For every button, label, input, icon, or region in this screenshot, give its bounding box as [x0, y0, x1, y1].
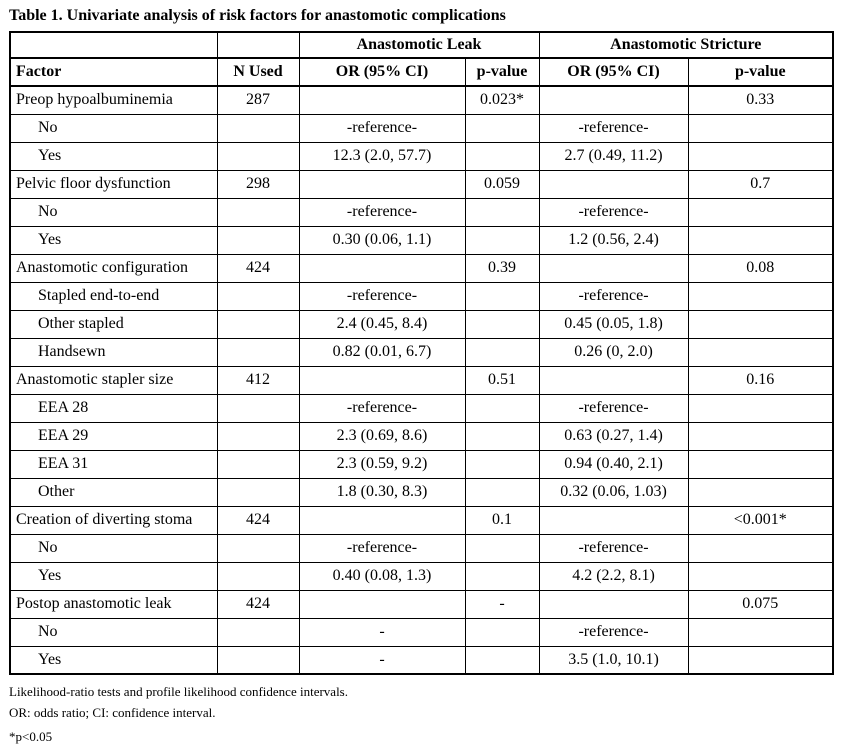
factor-cell: EEA 28 [10, 394, 217, 422]
leak-or-cell: 2.4 (0.45, 8.4) [299, 310, 465, 338]
table-row-sublevel [10, 422, 833, 450]
n-used-cell [217, 534, 299, 562]
stricture-p-value-cell: 0.075 [688, 590, 833, 618]
n-used-cell: 298 [217, 170, 299, 198]
footnotes [9, 681, 833, 747]
leak-or-cell: 2.3 (0.69, 8.6) [299, 422, 465, 450]
leak-or-cell: -reference- [299, 114, 465, 142]
n-used-cell [217, 198, 299, 226]
factor-cell: Postop anastomotic leak [10, 590, 217, 618]
n-used-cell [217, 282, 299, 310]
stricture-p-value-cell [688, 618, 833, 646]
stricture-or-cell: 0.63 (0.27, 1.4) [539, 422, 688, 450]
leak-p-value-cell: - [465, 590, 539, 618]
stricture-p-value-cell [688, 450, 833, 478]
leak-or-cell [299, 506, 465, 534]
table-row-sublevel [10, 394, 833, 422]
leak-p-value-cell [465, 226, 539, 254]
leak-p-value-cell [465, 562, 539, 590]
empty-header-cell-n-used [217, 32, 299, 58]
n-used-cell [217, 478, 299, 506]
stricture-p-value-cell [688, 114, 833, 142]
stricture-or-cell [539, 506, 688, 534]
stricture-p-value-cell [688, 394, 833, 422]
table-row-sublevel [10, 450, 833, 478]
table-row-factor [10, 254, 833, 282]
stricture-or-cell: 1.2 (0.56, 2.4) [539, 226, 688, 254]
factor-cell: Pelvic floor dysfunction [10, 170, 217, 198]
stricture-or-cell [539, 590, 688, 618]
leak-or-cell [299, 86, 465, 114]
leak-or-cell: -reference- [299, 534, 465, 562]
table-row-sublevel [10, 478, 833, 506]
factor-cell: Yes [10, 226, 217, 254]
leak-p-value-cell: 0.39 [465, 254, 539, 282]
leak-p-value-cell [465, 618, 539, 646]
table-row-sublevel [10, 282, 833, 310]
n-used-cell [217, 394, 299, 422]
n-used-cell [217, 310, 299, 338]
leak-p-value-cell: 0.51 [465, 366, 539, 394]
leak-p-value-cell [465, 422, 539, 450]
factor-cell: Yes [10, 646, 217, 674]
factor-cell: Other [10, 478, 217, 506]
factor-cell: Creation of diverting stoma [10, 506, 217, 534]
table-row-sublevel [10, 310, 833, 338]
leak-or-cell: 0.82 (0.01, 6.7) [299, 338, 465, 366]
n-used-cell [217, 450, 299, 478]
stricture-or-cell: -reference- [539, 534, 688, 562]
stricture-or-cell: -reference- [539, 282, 688, 310]
table-row-sublevel [10, 226, 833, 254]
leak-or-cell: 0.40 (0.08, 1.3) [299, 562, 465, 590]
table-row-sublevel [10, 562, 833, 590]
stricture-p-value-cell [688, 562, 833, 590]
factor-cell: Yes [10, 142, 217, 170]
stricture-or-cell [539, 170, 688, 198]
stricture-p-value-cell: 0.16 [688, 366, 833, 394]
empty-header-cell-factor [10, 32, 217, 58]
leak-p-value-cell [465, 478, 539, 506]
table-row-sublevel [10, 198, 833, 226]
column-header-n-used: N Used [217, 58, 299, 86]
column-header-leak-p-value: p-value [465, 58, 539, 86]
leak-or-cell: 12.3 (2.0, 57.7) [299, 142, 465, 170]
leak-p-value-cell [465, 394, 539, 422]
stricture-or-cell: 2.7 (0.49, 11.2) [539, 142, 688, 170]
stricture-p-value-cell [688, 282, 833, 310]
stricture-or-cell: -reference- [539, 198, 688, 226]
n-used-cell: 424 [217, 590, 299, 618]
n-used-cell [217, 422, 299, 450]
table-header [10, 32, 833, 86]
stricture-p-value-cell [688, 142, 833, 170]
factor-cell: EEA 29 [10, 422, 217, 450]
factor-cell: Other stapled [10, 310, 217, 338]
leak-or-cell: -reference- [299, 282, 465, 310]
stricture-p-value-cell [688, 478, 833, 506]
n-used-cell [217, 226, 299, 254]
stricture-or-cell [539, 86, 688, 114]
stricture-p-value-cell [688, 310, 833, 338]
n-used-cell: 424 [217, 506, 299, 534]
stricture-or-cell: 0.26 (0, 2.0) [539, 338, 688, 366]
table-row-sublevel [10, 338, 833, 366]
table-row-factor [10, 590, 833, 618]
table-row-sublevel [10, 142, 833, 170]
leak-p-value-cell [465, 198, 539, 226]
table-row-sublevel [10, 646, 833, 674]
stricture-or-cell [539, 366, 688, 394]
table-body [10, 86, 833, 674]
stricture-or-cell [539, 254, 688, 282]
column-header-factor: Factor [10, 58, 217, 86]
stricture-p-value-cell [688, 198, 833, 226]
leak-p-value-cell [465, 142, 539, 170]
factor-cell: No [10, 534, 217, 562]
leak-or-cell: -reference- [299, 394, 465, 422]
leak-or-cell [299, 170, 465, 198]
factor-cell: No [10, 618, 217, 646]
leak-or-cell: 1.8 (0.30, 8.3) [299, 478, 465, 506]
factor-cell: Handsewn [10, 338, 217, 366]
leak-or-cell [299, 590, 465, 618]
leak-p-value-cell [465, 534, 539, 562]
factor-cell: No [10, 114, 217, 142]
table-row-factor [10, 86, 833, 114]
n-used-cell: 424 [217, 254, 299, 282]
univariate-analysis-table [9, 31, 834, 675]
leak-p-value-cell [465, 114, 539, 142]
footnote-abbreviations: OR: odds ratio; CI: confidence interval. [9, 705, 216, 720]
group-header-anastomotic-stricture: Anastomotic Stricture [539, 32, 833, 58]
leak-or-cell [299, 366, 465, 394]
leak-p-value-cell [465, 282, 539, 310]
table-row-factor [10, 506, 833, 534]
stricture-p-value-cell: <0.001* [688, 506, 833, 534]
n-used-cell [217, 562, 299, 590]
stricture-or-cell: -reference- [539, 114, 688, 142]
factor-cell: Stapled end-to-end [10, 282, 217, 310]
leak-p-value-cell [465, 450, 539, 478]
table-row-sublevel [10, 534, 833, 562]
group-header-row [10, 32, 833, 58]
n-used-cell [217, 338, 299, 366]
n-used-cell [217, 618, 299, 646]
factor-cell: Preop hypoalbuminemia [10, 86, 217, 114]
n-used-cell: 412 [217, 366, 299, 394]
table-row-factor [10, 366, 833, 394]
leak-or-cell: -reference- [299, 198, 465, 226]
factor-cell: Anastomotic stapler size [10, 366, 217, 394]
n-used-cell [217, 142, 299, 170]
leak-p-value-cell [465, 338, 539, 366]
table-title: Table 1. Univariate analysis of risk factors for anastomotic complications [9, 7, 506, 24]
n-used-cell: 287 [217, 86, 299, 114]
leak-p-value-cell [465, 646, 539, 674]
leak-p-value-cell: 0.059 [465, 170, 539, 198]
stricture-or-cell: -reference- [539, 394, 688, 422]
column-header-stricture-p-value: p-value [688, 58, 833, 86]
group-header-anastomotic-leak: Anastomotic Leak [299, 32, 539, 58]
stricture-or-cell: 0.32 (0.06, 1.03) [539, 478, 688, 506]
leak-or-cell: 2.3 (0.59, 9.2) [299, 450, 465, 478]
column-header-stricture-or: OR (95% CI) [539, 58, 688, 86]
factor-cell: Yes [10, 562, 217, 590]
stricture-p-value-cell: 0.08 [688, 254, 833, 282]
leak-p-value-cell: 0.023* [465, 86, 539, 114]
leak-p-value-cell [465, 310, 539, 338]
factor-cell: No [10, 198, 217, 226]
footnote-methods: Likelihood-ratio tests and profile likelihood confidence intervals. [9, 684, 348, 699]
table-row-sublevel [10, 114, 833, 142]
stricture-or-cell: 0.45 (0.05, 1.8) [539, 310, 688, 338]
leak-or-cell: - [299, 618, 465, 646]
leak-or-cell: - [299, 646, 465, 674]
leak-or-cell: 0.30 (0.06, 1.1) [299, 226, 465, 254]
stricture-p-value-cell [688, 646, 833, 674]
column-header-leak-or: OR (95% CI) [299, 58, 465, 86]
stricture-or-cell: 4.2 (2.2, 8.1) [539, 562, 688, 590]
stricture-p-value-cell: 0.7 [688, 170, 833, 198]
table-row-sublevel [10, 618, 833, 646]
column-header-row [10, 58, 833, 86]
leak-or-cell [299, 254, 465, 282]
n-used-cell [217, 114, 299, 142]
stricture-or-cell: -reference- [539, 618, 688, 646]
factor-cell: Anastomotic configuration [10, 254, 217, 282]
leak-p-value-cell: 0.1 [465, 506, 539, 534]
table-row-factor [10, 170, 833, 198]
stricture-p-value-cell [688, 226, 833, 254]
factor-cell: EEA 31 [10, 450, 217, 478]
stricture-or-cell: 3.5 (1.0, 10.1) [539, 646, 688, 674]
stricture-p-value-cell: 0.33 [688, 86, 833, 114]
stricture-p-value-cell [688, 338, 833, 366]
stricture-p-value-cell [688, 422, 833, 450]
stricture-or-cell: 0.94 (0.40, 2.1) [539, 450, 688, 478]
n-used-cell [217, 646, 299, 674]
stricture-p-value-cell [688, 534, 833, 562]
footnote-significance: *p<0.05 [9, 729, 53, 744]
